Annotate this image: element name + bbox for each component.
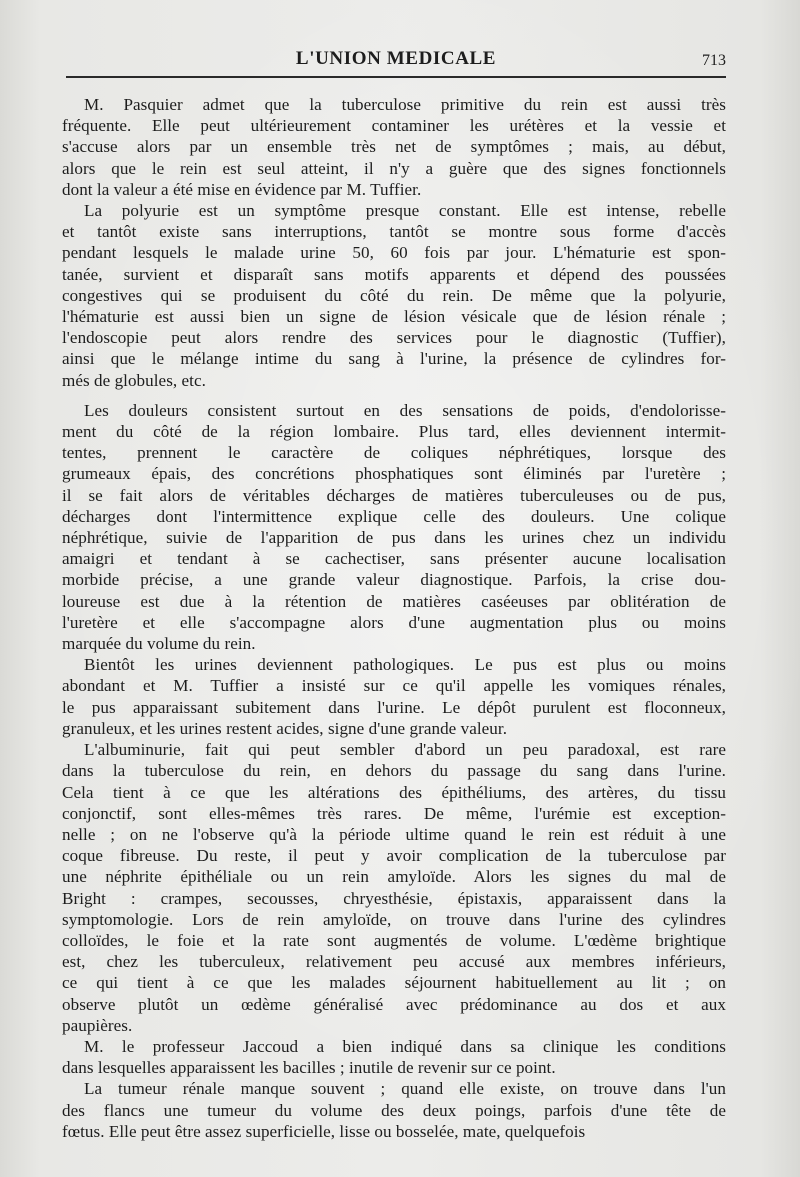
text-line: Cela tient à ce que les altérations des épithéliums, des artères, du tissu [62,782,726,802]
paragraph [62,1036,726,1078]
text-line: pendant lesquels le malade urine 50, 60 fois par jour. L'hématurie est spon- [62,243,726,263]
paragraph [62,654,726,739]
text-line: fréquente. Elle peut ultérieurement contaminer les urétères et la vessie et [62,116,726,136]
text-line: loureuse est due à la rétention de matières caséeuses par oblitération de [62,591,726,611]
text-line: marquée du volume du rein. [62,634,256,654]
text-line: le pus apparaissant subitement dans l'urine. Le dépôt purulent est floconneux, [62,697,726,717]
text-line: grumeaux épais, des concrétions phosphatiques sont éliminés par l'uretère ; [62,464,726,484]
text-line: Bright : crampes, secousses, chryesthésie, épistaxis, apparaissent dans la [62,888,726,908]
text-line: amaigri et tendant à se cachectiser, sans présenter aucune localisation [62,549,726,569]
text-line: l'hématurie est aussi bien un signe de lésion vésicale que de lésion rénale ; [62,307,726,327]
text-line: l'uretère et elle s'accompagne alors d'une augmentation plus ou moins [62,612,726,632]
paragraph [62,1078,726,1142]
text-line: M. Pasquier admet que la tuberculose primitive du rein est aussi très [84,95,726,114]
journal-title: L'UNION MEDICALE [295,48,497,69]
text-line: dont la valeur a été mise en évidence par M. Tuffier. [62,179,422,199]
text-line: més de globules, etc. [62,370,206,390]
text-line: et tantôt existe sans interruptions, tantôt se montre sous forme d'accès [62,222,726,242]
text-line: conjonctif, sont elles-mêmes très rares. De même, l'urémie est exception- [62,803,726,823]
text-line: ce qui tient à ce que les malades séjournent habituellement au lit ; on [62,973,726,993]
text-line: colloïdes, le foie et la rate sont augmentés de volume. L'œdème brightique [62,930,726,950]
text-line: tanée, survient et disparaît sans motifs apparents et dépend des poussées [62,264,726,284]
text-line: des flancs une tumeur du volume des deux poings, parfois d'une tête de [62,1100,726,1120]
text-line: tentes, prennent le caractère de coliques néphrétiques, lorsque des [62,443,726,463]
paragraph [62,200,726,391]
text-line: L'albuminurie, fait qui peut sembler d'abord un peu paradoxal, est rare [84,740,726,760]
article-body [62,94,726,1142]
header-rule [66,76,726,78]
text-line: nelle ; on ne l'observe qu'à la période ultime quand le rein est réduit à une [62,824,726,844]
text-line: il se fait alors de véritables décharges de matières tuberculeuses ou de pus, [62,485,726,505]
text-line: M. le professeur Jaccoud a bien indiqué dans sa clinique les conditions [84,1036,726,1056]
text-line: Les douleurs consistent surtout en des sensations de poids, d'endolorisse- [84,400,726,420]
text-line: décharges dont l'intermittence explique celle des douleurs. Une colique [62,506,726,526]
text-line: congestives qui se produisent du côté du rein. De même que la polyurie, [62,285,726,305]
text-line: symptomologie. Lors de rein amyloïde, on trouve dans l'urine des cylindres [62,909,726,929]
text-line: ainsi que le mélange intime du sang à l'urine, la présence de cylindres for- [62,349,726,369]
text-line: coque fibreuse. Du reste, il peut y avoir complication de la tuberculose par [62,846,726,866]
text-line: observe plutôt un œdème généralisé avec prédominance au dos et aux [62,994,726,1014]
text-line: morbide précise, a une grande valeur diagnostique. Parfois, la crise dou- [62,570,726,590]
text-line: alors que le rein est seul atteint, il n'y a guère que des signes fonctionnels [62,158,726,178]
text-line: abondant et M. Tuffier a insisté sur ce qu'il appelle les vomiques rénales, [62,676,726,696]
paragraph [62,739,726,1036]
text-line: La polyurie est un symptôme presque constant. Elle est intense, rebelle [84,201,726,221]
text-line: fœtus. Elle peut être assez superficielle, lisse ou bosselée, mate, quelquefois [62,1121,586,1141]
text-line: Bientôt les urines deviennent pathologiques. Le pus est plus ou moins [84,655,726,675]
text-line: l'endoscopie peut alors rendre des services pour le diagnostic (Tuffier), [62,328,726,348]
running-header [66,46,726,74]
text-line: ment du côté de la région lombaire. Plus tard, elles deviennent intermit- [62,422,726,442]
text-line: granuleux, et les urines restent acides, signe d'une grande valeur. [62,718,508,738]
text-line: paupières. [62,1015,133,1035]
paragraph [62,94,726,200]
page-number: 713 [702,52,726,69]
paragraph [62,400,726,654]
text-line: est, chez les tuberculeux, relativement peu accusé aux membres inférieurs, [62,952,726,972]
text-line: La tumeur rénale manque souvent ; quand elle existe, on trouve dans l'un [84,1079,726,1099]
text-line: dans la tuberculose du rein, en dehors du passage du sang dans l'urine. [62,761,726,781]
text-line: une néphrite épithéliale ou un rein amyloïde. Alors les signes du mal de [62,867,726,887]
text-line: néphrétique, suivie de l'apparition de pus dans les urines chez un individu [62,528,726,548]
text-line: s'accuse alors par un ensemble très net de symptômes ; mais, au début, [62,137,726,157]
text-line: dans lesquelles apparaissent les bacilles ; inutile de revenir sur ce point. [62,1058,556,1078]
